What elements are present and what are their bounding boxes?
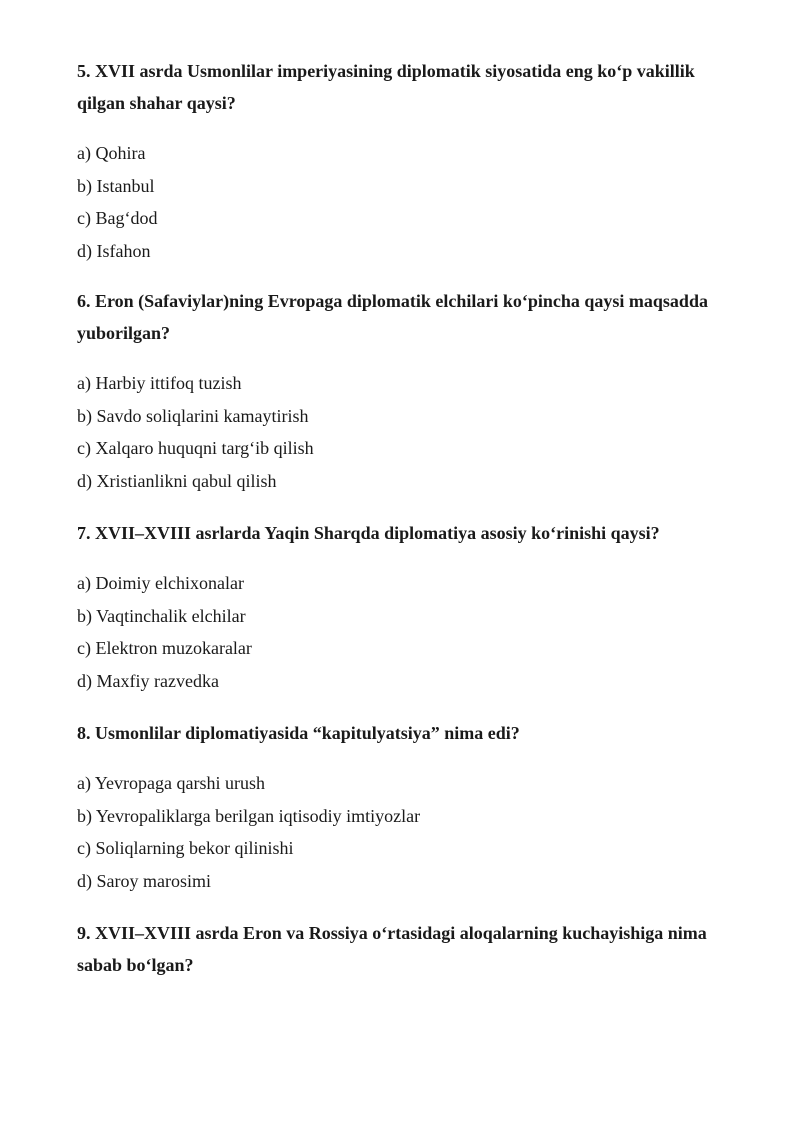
- question-7-line-1: 7. XVII–XVIII asrlarda Yaqin Sharqda diplomatiya asosiy ko‘rinishi qaysi?: [77, 523, 660, 543]
- option-7b: b) Vaqtinchalik elchilar: [77, 605, 246, 626]
- option-7c: c) Elektron muzokaralar: [77, 638, 252, 658]
- question-6-text: [77, 285, 708, 349]
- option-8a: a) Yevropaga qarshi urush: [77, 773, 265, 793]
- question-6-options: [77, 367, 708, 497]
- question-9-line-1: 9. XVII–XVIII asrda Eron va Rossiya o‘rtasidagi aloqalarning kuchayishiga nima: [77, 923, 707, 943]
- option-5c: c) Bag‘dod: [77, 208, 158, 228]
- option-6a: a) Harbiy ittifoq tuzish: [77, 373, 242, 393]
- question-6-line-1: 6. Eron (Safaviylar)ning Evropaga diplomatik elchilari ko‘pincha qaysi maqsadda: [77, 291, 708, 311]
- option-5b: b) Istanbul: [77, 175, 155, 196]
- question-5: [77, 55, 695, 267]
- question-5-options: [77, 137, 695, 267]
- option-5d: d) Isfahon: [77, 240, 151, 261]
- question-9-line-2: sabab bo‘lgan?: [77, 955, 194, 975]
- question-8-options: [77, 767, 520, 897]
- question-9-text: [77, 917, 707, 981]
- option-8b: b) Yevropaliklarga berilgan iqtisodiy imtiyozlar: [77, 805, 421, 826]
- question-7: [77, 517, 660, 697]
- option-5a: a) Qohira: [77, 143, 146, 163]
- question-7-options: [77, 567, 660, 697]
- question-5-line-1: 5. XVII asrda Usmonlilar imperiyasining diplomatik siyosatida eng ko‘p vakillik: [77, 61, 695, 81]
- question-8-line-1: 8. Usmonlilar diplomatiyasida “kapitulyatsiya” nima edi?: [77, 723, 520, 743]
- question-9: [77, 917, 707, 981]
- option-6b: b) Savdo soliqlarini kamaytirish: [77, 405, 309, 426]
- question-5-line-2: qilgan shahar qaysi?: [77, 93, 236, 113]
- option-6c: c) Xalqaro huquqni targ‘ib qilish: [77, 438, 314, 458]
- option-7a: a) Doimiy elchixonalar: [77, 573, 244, 593]
- question-8: [77, 717, 520, 897]
- question-6-line-2: yuborilgan?: [77, 323, 171, 343]
- question-6: [77, 285, 708, 497]
- option-6d: d) Xristianlikni qabul qilish: [77, 470, 277, 491]
- question-5-text: [77, 55, 695, 119]
- option-8c: c) Soliqlarning bekor qilinishi: [77, 838, 294, 858]
- question-8-text: [77, 717, 520, 749]
- option-8d: d) Saroy marosimi: [77, 870, 211, 891]
- question-7-text: [77, 517, 660, 549]
- option-7d: d) Maxfiy razvedka: [77, 670, 219, 691]
